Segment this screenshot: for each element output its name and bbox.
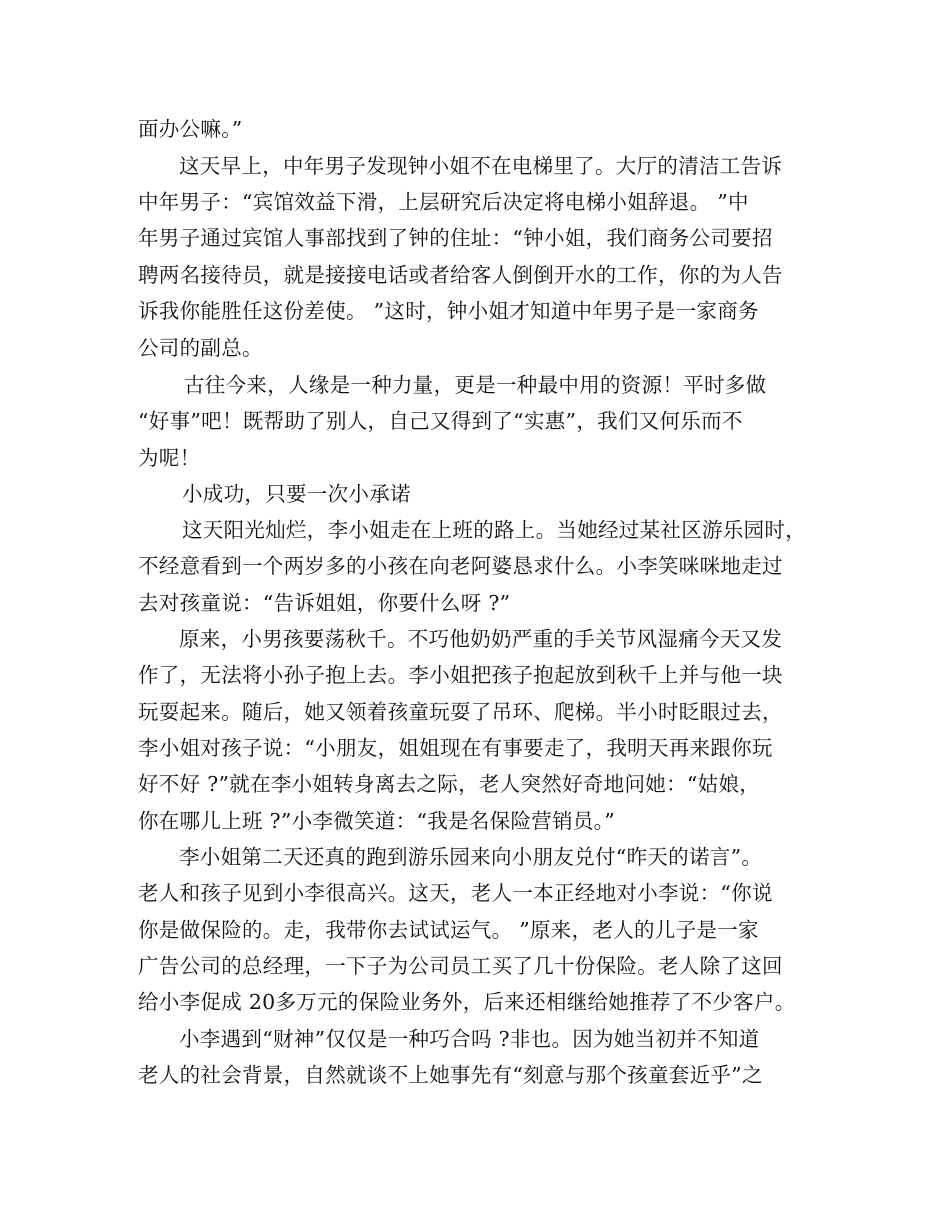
text-line: 老人的社会背景，自然就谈不上她事先有“刻意与那个孩童套近乎”之: [138, 1063, 763, 1087]
text-line: 聘两名接待员，就是接接电话或者给客人倒倒开水的工作，你的为人告: [138, 263, 783, 287]
paragraph-start-line: 这天早上，中年男子发现钟小姐不在电梯里了。大厅的清洁工告诉: [179, 154, 783, 178]
text-line: 老人和孩子见到小李很高兴。这天，老人一本正经地对小李说：“你说: [138, 881, 773, 905]
text-line: 为呢！: [138, 446, 201, 470]
text-line: 玩耍起来。随后，她又领着孩童玩耍了吊环、爬梯。半小时眨眼过去，: [138, 700, 783, 724]
text-line: 不经意看到一个两岁多的小孩在向老阿婆恳求什么。小李笑咪咪地走过: [138, 554, 783, 578]
text-line: 好不好 ?”就在李小姐转身离去之际，老人突然好奇地问她：“姑娘，: [138, 772, 761, 796]
text-line: 去对孩童说：“告诉姐姐，你要什么呀 ?”: [138, 591, 511, 615]
paragraph-start-line: 这天阳光灿烂，李小姐走在上班的路上。当她经过某社区游乐园时，: [182, 518, 806, 542]
text-line: 年男子通过宾馆人事部找到了钟的住址：“钟小姐，我们商务公司要招: [138, 226, 773, 250]
paragraph-start-line: 原来，小男孩要荡秋千。不巧他奶奶严重的手关节风湿痛今天又发: [179, 627, 783, 651]
paragraph-start-line: 小李遇到“财神”仅仅是一种巧合吗 ?非也。因为她当初并不知道: [179, 1027, 760, 1051]
text-line: 你是做保险的。走，我带你去试试运气。 ”原来，老人的儿子是一家: [138, 918, 759, 942]
text-line: 作了，无法将小孙子抱上去。李小姐把孩子抱起放到秋千上并与他一块: [138, 663, 783, 687]
text-line: 公司的副总。: [138, 336, 263, 360]
section-heading: 小成功，只要一次小承诺: [182, 482, 411, 506]
paragraph-start-line: 李小姐第二天还真的跑到游乐园来向小朋友兑付“昨天的诺言”。: [179, 845, 763, 869]
text-line: 广告公司的总经理，一下子为公司员工买了几十份保险。老人除了这回: [138, 954, 783, 978]
text-line: 李小姐对孩子说：“小朋友，姐姐现在有事要走了，我明天再来跟你玩: [138, 736, 773, 760]
text-line: 诉我你能胜任这份差使。 ”这时，钟小姐才知道中年男子是一家商务: [138, 299, 759, 323]
text-line: “好事”吧！既帮助了别人，自己又得到了“实惠”，我们又何乐而不: [138, 409, 743, 433]
text-line: 中年男子：“宾馆效益下滑，上层研究后决定将电梯小姐辞退。 ”中: [138, 190, 749, 214]
text-line: 给小李促成 20多万元的保险业务外，后来还相继给她推荐了不少客户。: [138, 990, 796, 1014]
text-line: 面办公嘛。”: [138, 117, 243, 141]
text-line: 你在哪儿上班 ?”小李微笑道：“我是名保险营销员。”: [138, 809, 615, 833]
paragraph-start-line: 古往今来，人缘是一种力量，更是一种最中用的资源！平时多做: [184, 373, 767, 397]
